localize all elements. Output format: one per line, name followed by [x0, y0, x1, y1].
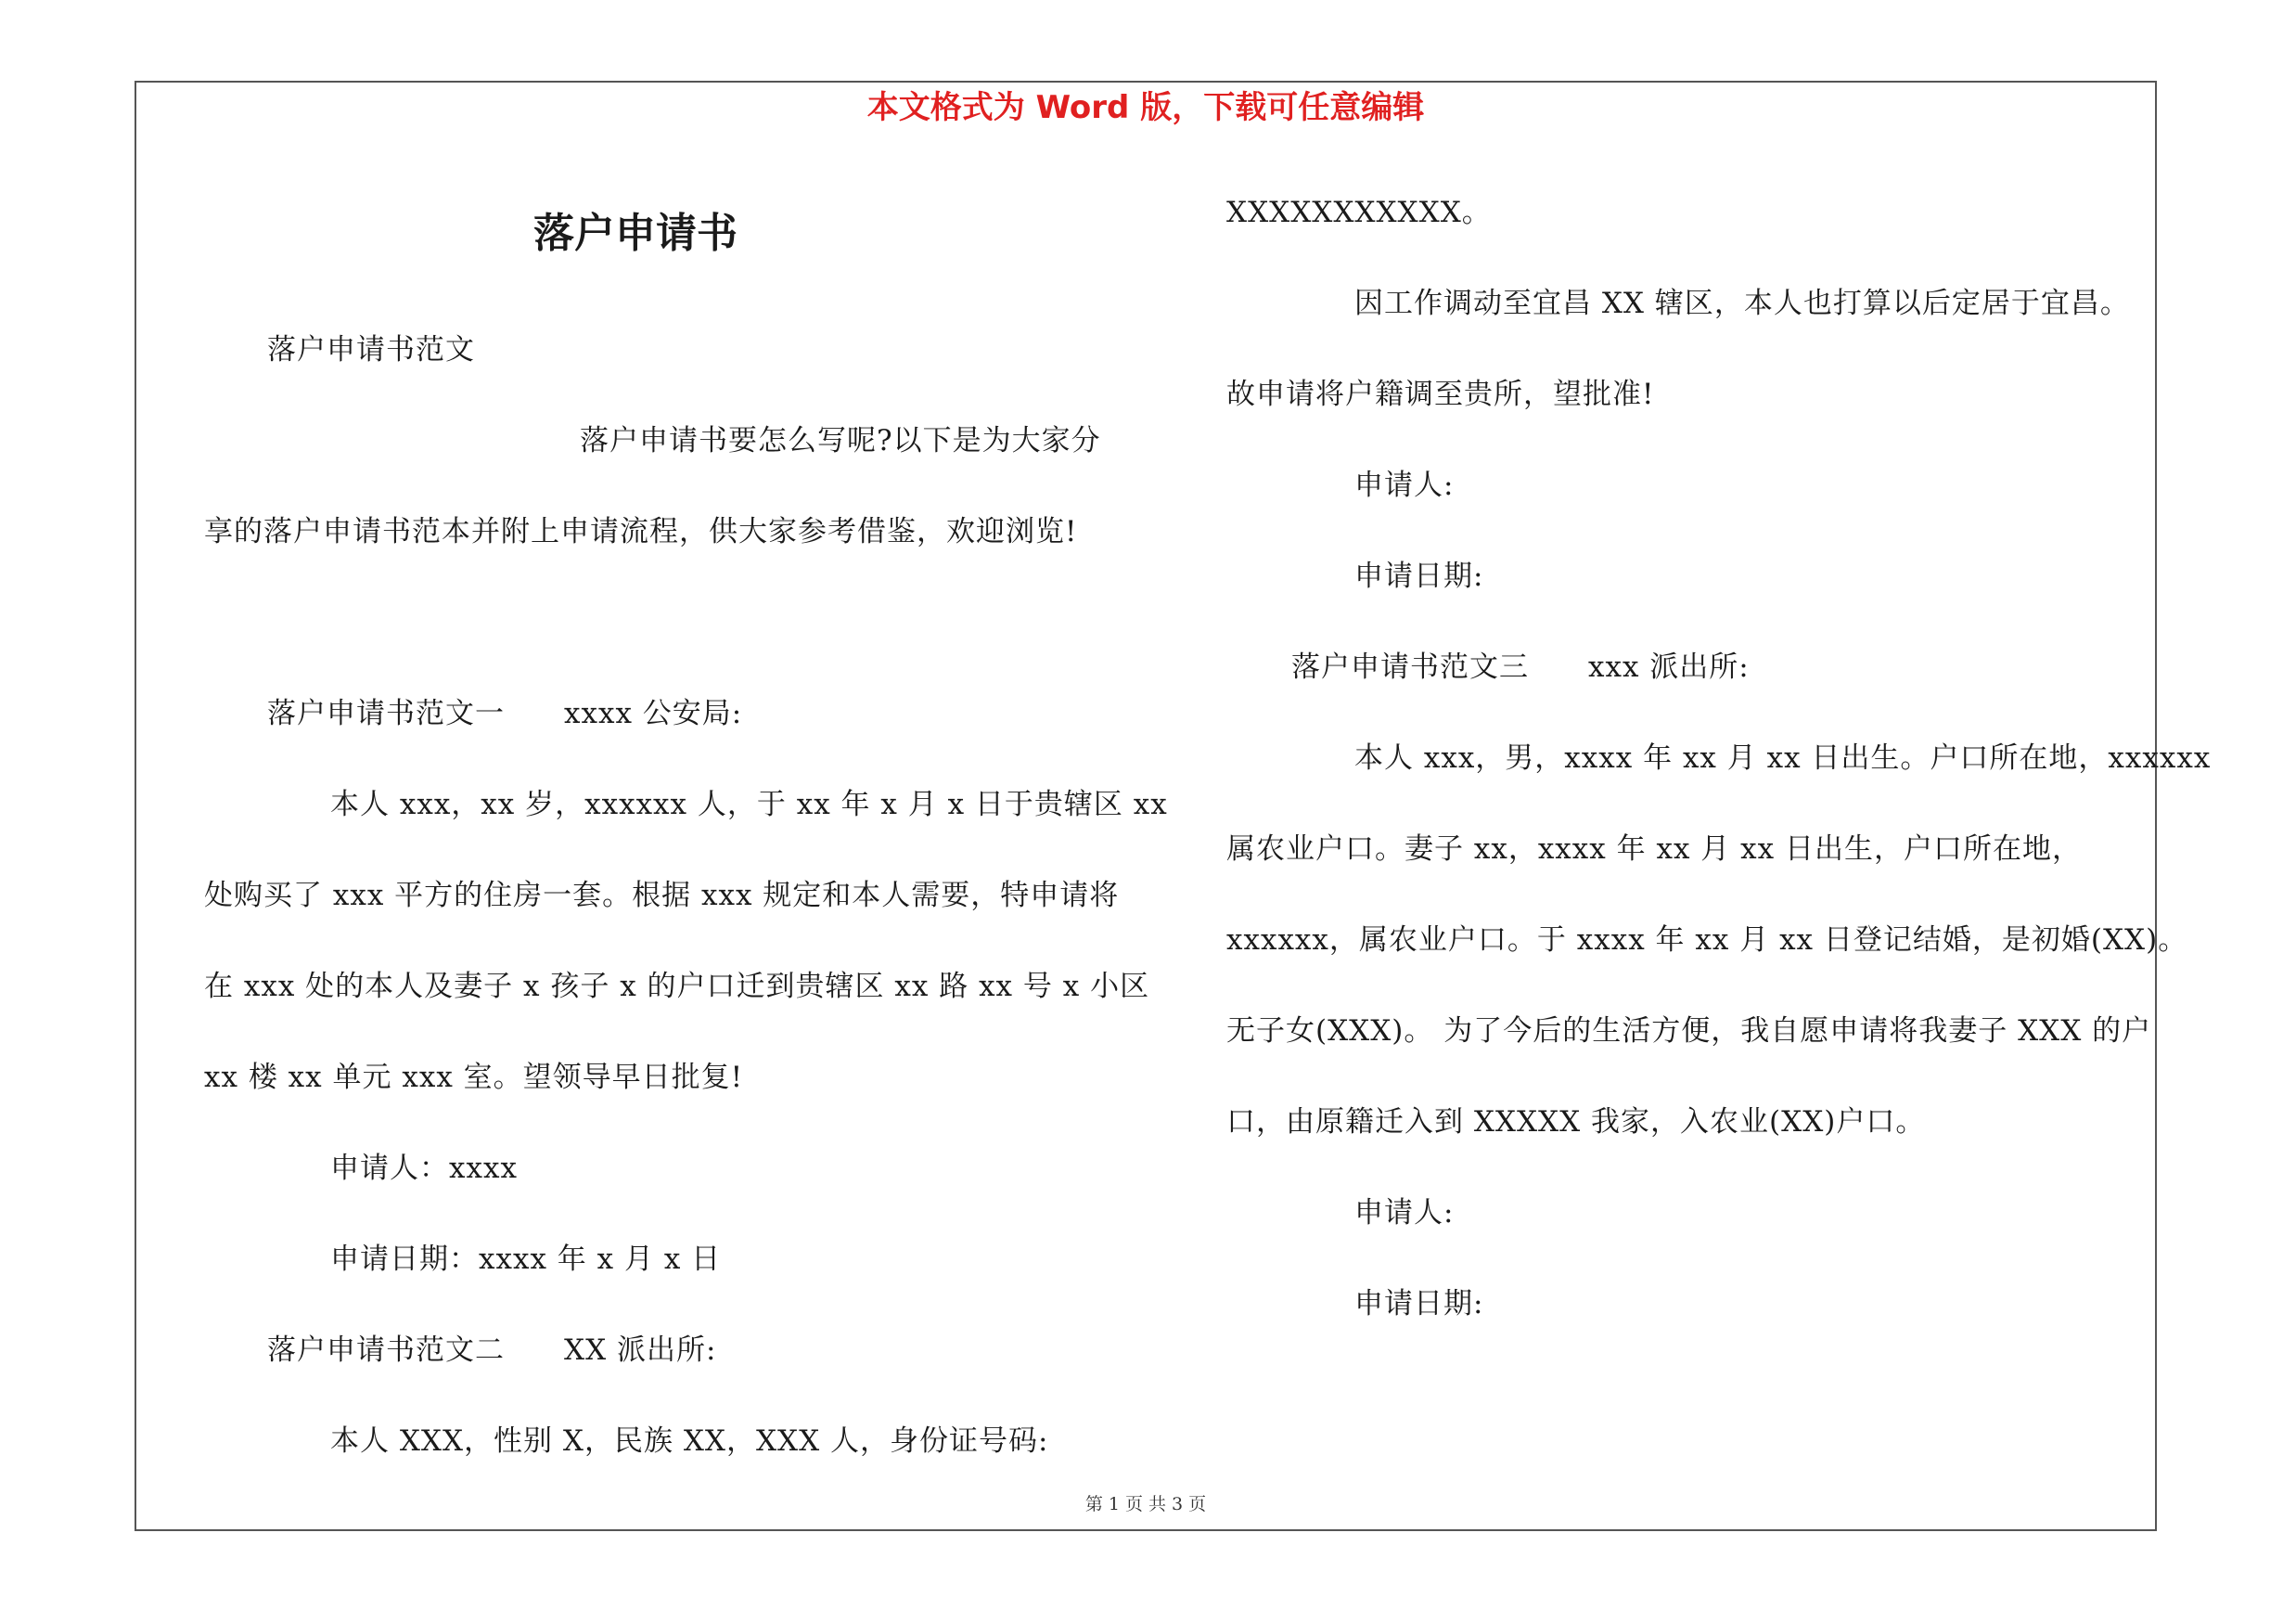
- left-line: 落户申请书要怎么写呢?以下是为大家分: [580, 424, 1101, 457]
- page-number-footer: 第 1 页 共 3 页: [1084, 1494, 1207, 1514]
- document-title: 落户申请书: [533, 210, 738, 257]
- right-line: xxxxxx，属农业户口。于 xxxx 年 xx 月 xx 日登记结婚，是初婚(XX)。: [1226, 923, 2188, 957]
- left-line: 处购买了 xxx 平方的住房一套。根据 xxx 规定和本人需要，特申请将: [204, 879, 1120, 912]
- right-line: 因工作调动至宜昌 XX 辖区，本人也打算以后定居于宜昌。: [1354, 287, 2130, 320]
- left-line: 落户申请书范文: [267, 333, 475, 367]
- applicant-line: 申请人:: [1354, 469, 1455, 502]
- right-line: 口，由原籍迁入到 XXXXX 我家，入农业(XX)户口。: [1226, 1105, 1926, 1139]
- left-line: 本人 XXX，性别 X，民族 XX，XXX 人，身份证号码:: [330, 1424, 1049, 1458]
- right-line: 无子女(XXX)。 为了今后的生活方便，我自愿申请将我妻子 XXX 的户: [1226, 1014, 2152, 1048]
- applicant-line: 申请人：xxxx: [330, 1152, 518, 1185]
- right-line: XXXXXXXXXXX。: [1226, 196, 1492, 229]
- section-heading: 落户申请书范文一 xxxx 公安局:: [267, 697, 743, 730]
- right-line: 本人 xxx，男，xxxx 年 xx 月 xx 日出生。户口所在地，xxxxxx: [1354, 741, 2212, 775]
- section-heading: 落户申请书范文三 xxx 派出所:: [1291, 650, 1750, 684]
- date-line: 申请日期：xxxx 年 x 月 x 日: [330, 1243, 722, 1276]
- left-line: 本人 xxx，xx 岁，xxxxxx 人，于 xx 年 x 月 x 日于贵辖区 xx: [330, 788, 1168, 821]
- section-heading: 落户申请书范文二 XX 派出所:: [267, 1333, 717, 1367]
- left-line: xx 楼 xx 单元 xxx 室。望领导早日批复!: [204, 1061, 744, 1094]
- date-line: 申请日期:: [1354, 560, 1484, 593]
- left-line: 享的落户申请书范本并附上申请流程，供大家参考借鉴，欢迎浏览!: [204, 515, 1078, 548]
- right-line: 属农业户口。妻子 xx，xxxx 年 xx 月 xx 日出生，户口所在地，: [1226, 832, 2082, 866]
- applicant-line: 申请人:: [1354, 1196, 1455, 1230]
- right-line: 故申请将户籍调至贵所，望批准!: [1226, 378, 1655, 411]
- date-line: 申请日期:: [1354, 1287, 1484, 1320]
- word-format-banner: 本文格式为 Word 版，下载可任意编辑: [866, 89, 1425, 126]
- left-line: 在 xxx 处的本人及妻子 x 孩子 x 的户口迁到贵辖区 xx 路 xx 号 x 小区: [204, 970, 1150, 1003]
